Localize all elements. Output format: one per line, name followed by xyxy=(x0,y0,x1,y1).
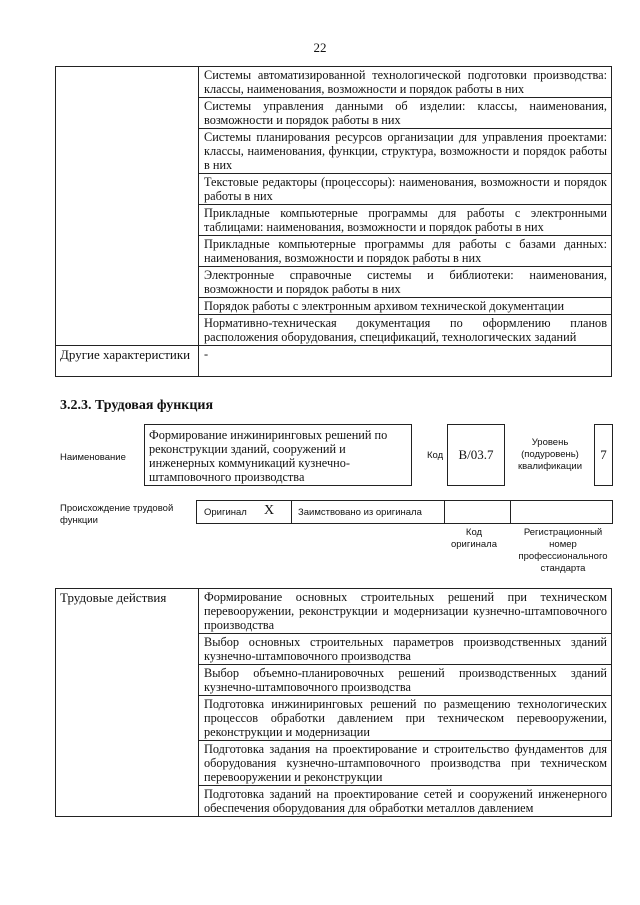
level-label: Уровень (подуровень) квалификации xyxy=(517,437,583,472)
knowledge-item: Прикладные компьютерные программы для работы с базами данных: наименования, возможности и порядок работы в них xyxy=(199,236,612,267)
reg-number-caption: Регистрационный номер профессионального стандарта xyxy=(518,527,608,574)
knowledge-item: Прикладные компьютерные программы для работы с электронными таблицами: наименования, возможности и порядок работы в них xyxy=(199,205,612,236)
code-original-caption: Код оригинала xyxy=(450,527,497,550)
knowledge-item: Системы планирования ресурсов организации для управления проектами: классы, наименования, функции, структура, возможности и порядок работы в них xyxy=(199,129,612,174)
knowledge-item: Текстовые редакторы (процессоры): наименования, возможности и порядок работы в них xyxy=(199,174,612,205)
labor-action-item: Формирование основных строительных решений при техническом перевооружении, реконструкции и модернизации кузнечно-штамповочного производства xyxy=(199,589,612,634)
function-code: В/03.7 xyxy=(447,424,505,486)
knowledge-item: Системы управления данными об изделии: классы, наименования, возможности и порядок работы в них xyxy=(199,98,612,129)
code-label: Код xyxy=(427,450,444,461)
name-label: Наименование xyxy=(60,452,126,463)
labor-action-item: Подготовка заданий на проектирование сетей и сооружений инженерного обеспечения оборудования для обработки металлов давлением xyxy=(199,786,612,817)
original-mark: X xyxy=(264,503,275,518)
knowledge-item: Системы автоматизированной технологической подготовки производства: классы, наименования, возможности и порядок работы в них xyxy=(199,67,612,98)
other-characteristics-value: - xyxy=(199,346,612,377)
labor-action-item: Выбор основных строительных параметров производственных зданий кузнечно-штамповочного производства xyxy=(199,634,612,665)
labor-action-item: Выбор объемно-планировочных решений производственных зданий кузнечно-штамповочного производства xyxy=(199,665,612,696)
knowledge-item: Электронные справочные системы и библиотеки: наименования, возможности и порядок работы в них xyxy=(199,267,612,298)
knowledge-item: Нормативно-техническая документация по оформлению планов расположения оборудования, спецификаций, технологических заданий xyxy=(199,315,612,346)
labor-actions-table xyxy=(55,588,612,817)
labor-actions-label: Трудовые действия xyxy=(56,589,199,817)
knowledge-table xyxy=(55,66,612,377)
original-label: Оригинал xyxy=(204,507,247,518)
labor-action-item: Подготовка задания на проектирование и строительство фундаментов для оборудования кузнечно-штамповочного производства при техническом перевооружении и реконструкции xyxy=(199,741,612,786)
origin-label: Происхождение трудовой функции xyxy=(60,503,174,526)
labor-action-item: Подготовка инжиниринговых решений по размещению технологических процессов обработки давлением при техническом перевооружении, реконструкции и модернизации xyxy=(199,696,612,741)
borrowed-label: Заимствовано из оригинала xyxy=(298,507,422,518)
knowledge-item: Порядок работы с электронным архивом технической документации xyxy=(199,298,612,315)
qualification-level: 7 xyxy=(594,424,613,486)
section-title: 3.2.3. Трудовая функция xyxy=(60,398,214,413)
function-name: Формирование инжиниринговых решений по реконструкции зданий, сооружений и инженерных коммуникаций кузнечно-штамповочного производства xyxy=(144,424,412,486)
page-number: 22 xyxy=(313,40,327,55)
empty-label-cell xyxy=(56,67,199,346)
other-characteristics-label: Другие характеристики xyxy=(56,346,199,377)
